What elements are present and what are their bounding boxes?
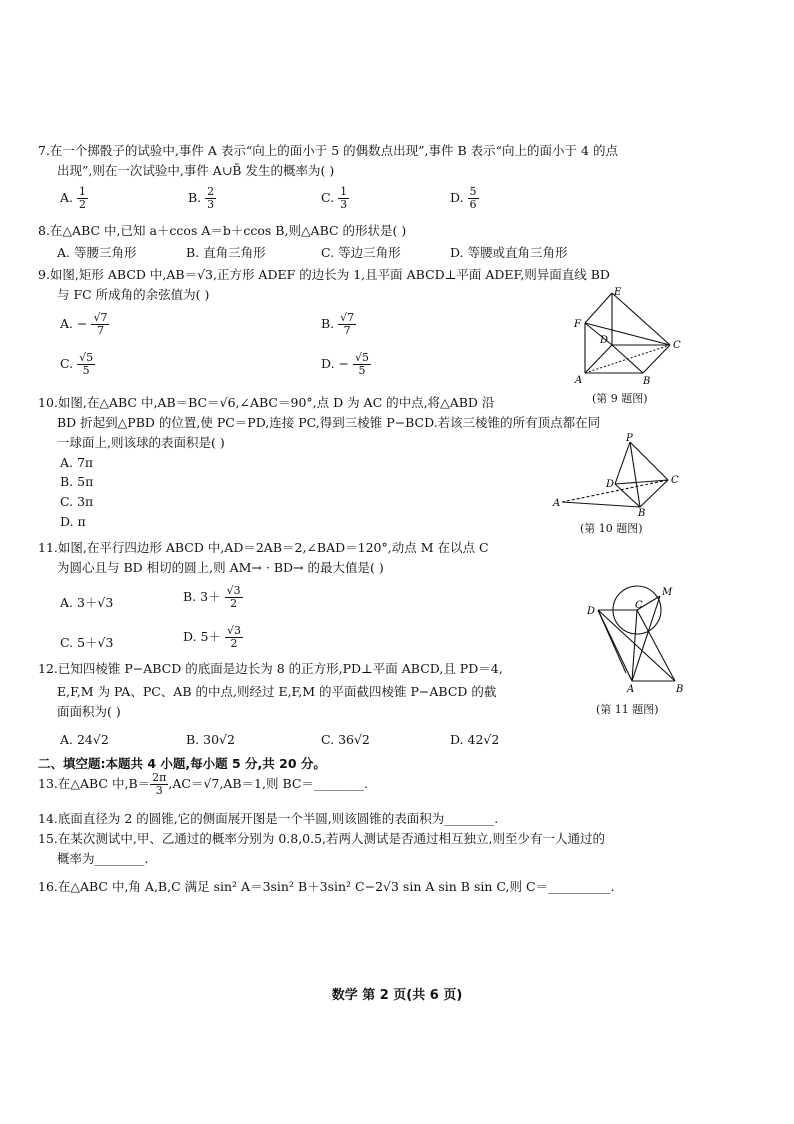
fraction: $\frac{√3}{2}$ — [226, 584, 241, 610]
q10-option-d[interactable]: D. π — [60, 514, 86, 529]
q7-option-a[interactable]: A. $\frac{1}{2}$ — [60, 185, 86, 211]
q12-stem-line3: 面面积为( ) — [57, 704, 121, 719]
q9-stem-line1: 9.如图,矩形 ABCD 中,AB＝√3,正方形 ADEF 的边长为 1,且平面 ABCD⊥平面 ADEF,则异面直线 BD — [38, 267, 610, 282]
q9-option-d[interactable]: D. − $\frac{√5}{5}$ — [321, 351, 369, 377]
q7-option-c[interactable]: C. $\frac{1}{3}$ — [321, 185, 348, 211]
q15-stem-line1: 15.在某次测试中,甲、乙通过的概率分别为 0.8,0.5,若两人测试是否通过相互独立,则至少有一人通过的 — [38, 831, 606, 846]
q10-stem-line3: 一球面上,则该球的表面积是( ) — [57, 435, 225, 450]
fraction: $\frac{5}{6}$ — [469, 185, 477, 211]
q15-stem-line2: 概率为________. — [57, 851, 149, 866]
q10-option-b[interactable]: B. 5π — [60, 474, 94, 489]
fig10-label-d: D — [606, 479, 615, 490]
q12-option-b[interactable]: B. 30√2 — [186, 732, 235, 747]
figure-10-diagram — [550, 432, 690, 517]
fig9-label-d: D — [600, 335, 609, 346]
figure-10-caption: (第 10 题图) — [580, 522, 643, 535]
q9-option-a[interactable]: A. − $\frac{√7}{7}$ — [60, 311, 108, 337]
q12-option-d[interactable]: D. 42√2 — [450, 732, 500, 747]
q8-option-b[interactable]: B. 直角三角形 — [186, 245, 266, 260]
q7-stem-line2: 出现”,则在一次试验中,事件 A∪B̄ 发生的概率为( ) — [57, 163, 335, 178]
q11-option-d[interactable]: D. 5＋ $\frac{√3}{2}$ — [183, 624, 241, 650]
fig9-label-c: C — [673, 340, 681, 351]
q10-stem-line1: 10.如图,在△ABC 中,AB＝BC＝√6,∠ABC＝90°,点 D 为 AC 的中点,将△ABD 沿 — [38, 395, 495, 410]
q7-option-d[interactable]: D. $\frac{5}{6}$ — [450, 185, 477, 211]
fig9-label-b: B — [643, 376, 651, 387]
fraction: $\frac{1}{3}$ — [340, 185, 348, 211]
q11-option-a[interactable]: A. 3＋√3 — [60, 595, 114, 610]
q14-stem: 14.底面直径为 2 的圆锥,它的侧面展开图是一个半圆,则该圆锥的表面积为________. — [38, 811, 499, 826]
figure-9-diagram — [565, 285, 695, 390]
fraction: $\frac{1}{2}$ — [79, 185, 86, 211]
section-2-heading: 二、填空题:本题共 4 小题,每小题 5 分,共 20 分。 — [38, 756, 326, 771]
q10-option-a[interactable]: A. 7π — [60, 455, 94, 470]
q12-option-a[interactable]: A. 24√2 — [60, 732, 109, 747]
fraction: $\frac{√3}{2}$ — [226, 624, 241, 650]
fig9-label-f: F — [574, 319, 581, 330]
q9-option-c[interactable]: C. $\frac{√5}{5}$ — [60, 351, 94, 377]
fig11-label-m: M — [662, 587, 673, 598]
q11-stem-line2: 为圆心且与 BD 相切的圆上,则 AM→ · BD→ 的最大值是( ) — [57, 560, 384, 575]
fig9-label-a: A — [575, 375, 583, 386]
fig10-label-p: P — [626, 433, 633, 444]
q9-stem-line2: 与 FC 所成角的余弦值为( ) — [57, 287, 210, 302]
q9-option-b[interactable]: B. $\frac{√7}{7}$ — [321, 311, 355, 337]
q7-option-b[interactable]: B. $\frac{2}{3}$ — [188, 185, 215, 211]
page-footer: 数学 第 2 页(共 6 页) — [331, 988, 463, 1003]
q13-stem: 13.在△ABC 中,B＝ $\frac{2\pi}{3}$ ,AC＝√7,AB＝1,则 BC＝________. — [38, 771, 368, 797]
fig11-label-b: B — [676, 684, 684, 695]
fig11-label-d: D — [587, 606, 596, 617]
q8-stem: 8.在△ABC 中,已知 a＋ccos A＝b＋ccos B,则△ABC 的形状是( ) — [38, 223, 407, 238]
q12-stem-line2: E,F,M 为 PA、PC、AB 的中点,则经过 E,F,M 的平面截四棱锥 P−ABCD 的截 — [57, 684, 497, 699]
fraction: $\frac{√7}{7}$ — [340, 311, 355, 337]
q8-option-c[interactable]: C. 等边三角形 — [321, 245, 401, 260]
q12-stem-line1: 12.已知四棱锥 P−ABCD 的底面是边长为 8 的正方形,PD⊥平面 ABCD,且 PD＝4, — [38, 661, 503, 676]
q11-option-b[interactable]: B. 3＋ $\frac{√3}{2}$ — [183, 584, 241, 610]
fraction: $\frac{√5}{5}$ — [79, 351, 94, 377]
fig10-label-c: C — [671, 475, 679, 486]
fig10-label-a: A — [553, 498, 561, 509]
figure-9-caption: (第 9 题图) — [592, 392, 648, 405]
fraction: $\frac{2\pi}{3}$ — [152, 771, 167, 797]
fraction: $\frac{2}{3}$ — [207, 185, 215, 211]
q11-stem-line1: 11.如图,在平行四边形 ABCD 中,AD＝2AB＝2,∠BAD＝120°,动点 M 在以点 C — [38, 540, 489, 555]
fig11-label-c: C — [635, 600, 643, 611]
fraction: $\frac{√7}{7}$ — [93, 311, 108, 337]
q10-option-c[interactable]: C. 3π — [60, 494, 94, 509]
q7-stem-line1: 7.在一个掷骰子的试验中,事件 A 表示“向上的面小于 5 的偶数点出现”,事件 B 表示“向上的面小于 4 的点 — [38, 143, 618, 158]
q8-option-d[interactable]: D. 等腰或直角三角形 — [450, 245, 568, 260]
fraction: $\frac{√5}{5}$ — [354, 351, 369, 377]
q12-option-c[interactable]: C. 36√2 — [321, 732, 370, 747]
fig10-label-b: B — [638, 508, 646, 517]
fig9-label-e: E — [614, 287, 622, 298]
q10-stem-line2: BD 折起到△PBD 的位置,使 PC＝PD,连接 PC,得到三棱锥 P−BCD.若该三棱锥的所有顶点都在同 — [57, 415, 601, 430]
figure-11-diagram — [580, 578, 690, 698]
q16-stem: 16.在△ABC 中,角 A,B,C 满足 sin² A＝3sin² B＋3sin² C−2√3 sin A sin B sin C,则 C＝__________. — [38, 879, 615, 894]
q11-option-c[interactable]: C. 5＋√3 — [60, 635, 114, 650]
figure-11-caption: (第 11 题图) — [596, 703, 659, 716]
fig11-label-a: A — [627, 684, 635, 695]
q8-option-a[interactable]: A. 等腰三角形 — [57, 245, 137, 260]
